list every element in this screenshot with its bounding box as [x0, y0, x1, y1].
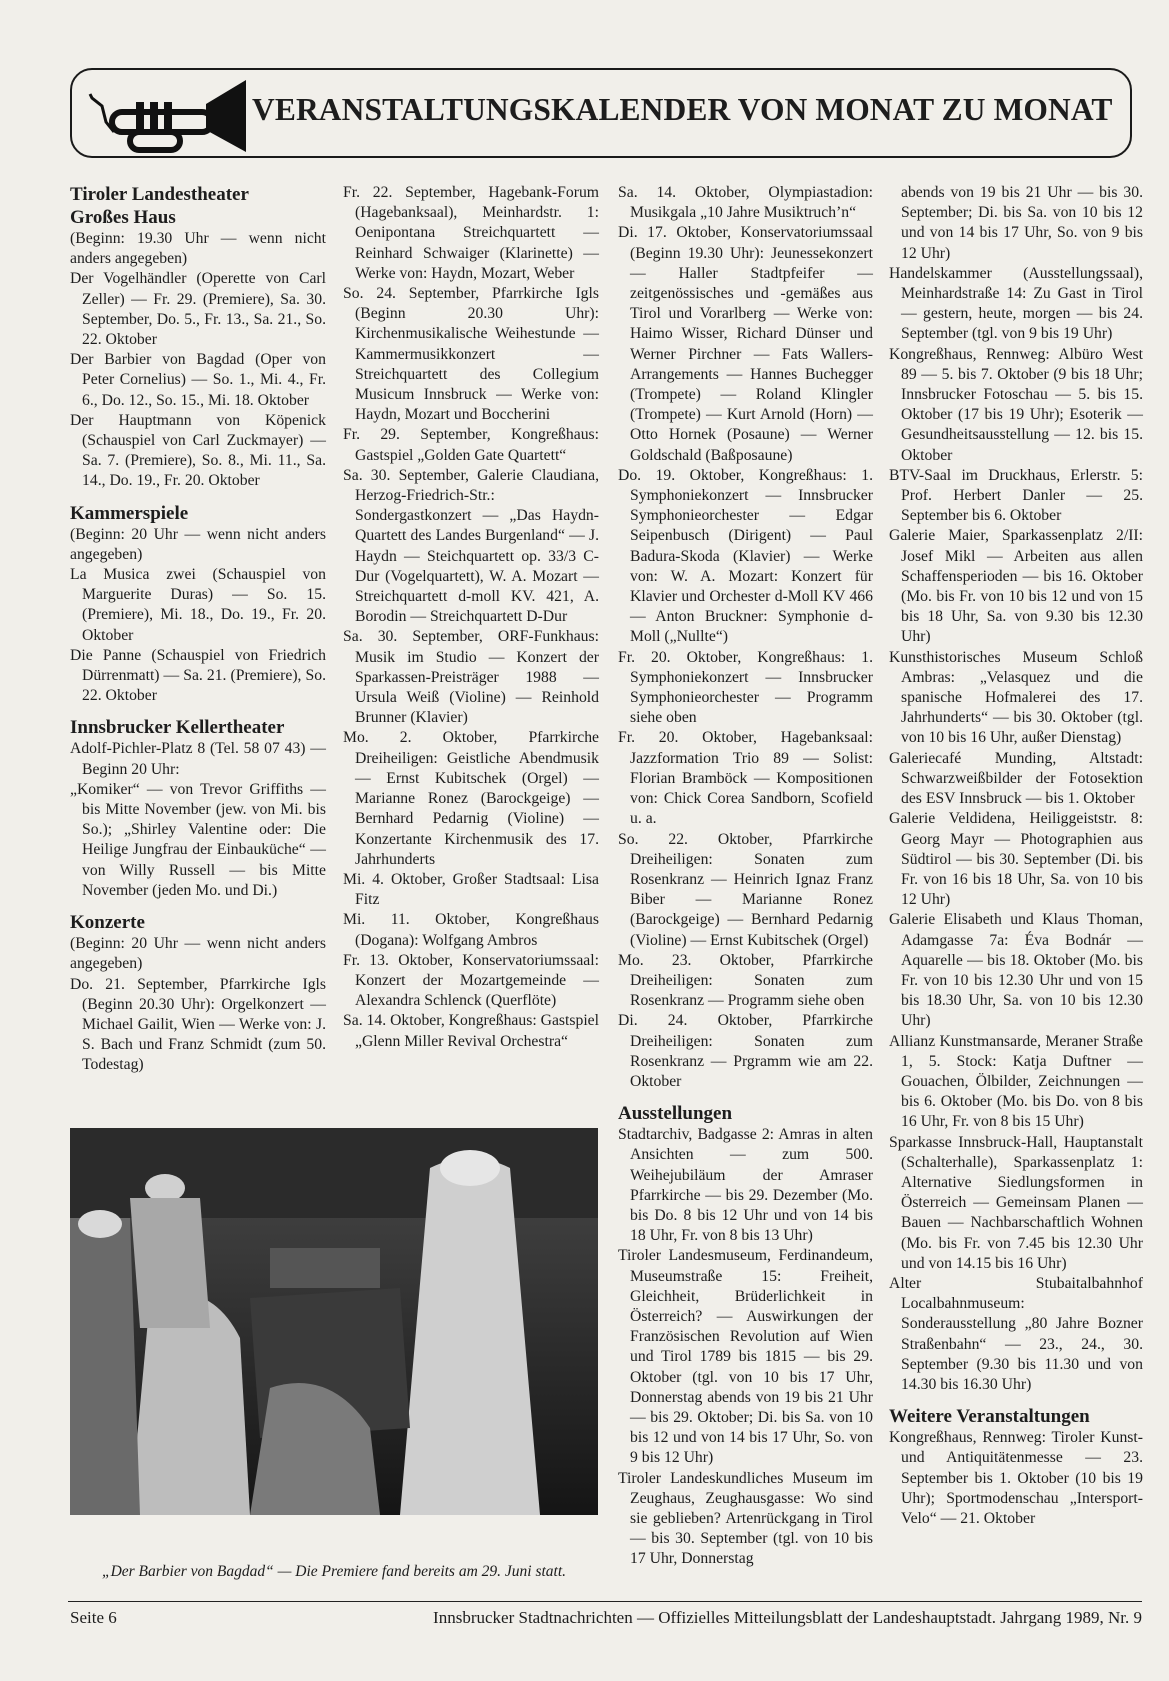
list-item: Mo. 2. Oktober, Pfarrkirche Dreiheiligen: Geistliche Abendmusik — Ernst Kubitschek (Orgel) — Marianne Ronez (Barockgeige) — Bernhard Pedarnig (Violine) — Konzertante Kirchenmusik des 17. Jahrhunderts	[343, 729, 599, 868]
list-item: Fr. 29. September, Kongreßhaus: Gastspiel „Golden Gate Quartett“	[343, 426, 599, 464]
list-item: Alter Stubaitalbahnhof Localbahnmuseum: Sonderausstellung „80 Jahre Bozner Straßenbahn“ — 23., 24., 30. September (9.30 bis 11.30 und von 14.30 bis 16.30 Uhr)	[889, 1274, 1143, 1393]
list-item: (Beginn: 20 Uhr — wenn nicht anders angegeben)	[70, 525, 326, 563]
list-item: „Komiker“ — von Trevor Griffiths — bis Mitte November (jew. von Mi. bis So.); „Shirley Valentine oder: Die Heilige Jungfrau der Einbauküche“ — von Willy Russell — bis Mitte November (jeden Mo. und Di.)	[70, 780, 326, 899]
list-item: Mo. 23. Oktober, Pfarrkirche Dreiheiligen: Sonaten zum Rosenkranz — Programm siehe oben	[618, 951, 873, 1010]
list-item: Galerie Elisabeth und Klaus Thoman, Adamgasse 7a: Éva Bodnár — Aquarelle — bis 18. Oktober (Mo. bis Fr. von 10 bis 12.30 Uhr und von 15 bis 18.30 Uhr, Sa. von 10 bis 12.30 Uhr)	[889, 911, 1143, 1030]
list-item: Fr. 20. Oktober, Kongreßhaus: 1. Symphoniekonzert — Innsbrucker Symphonieorchester — Programm siehe oben	[618, 648, 873, 727]
list-item: So. 22. Oktober, Pfarrkirche Dreiheiligen: Sonaten zum Rosenkranz — Heinrich Ignaz Franz Biber — Marianne Ronez (Barockgeige) — Bernhard Pedarnig (Violine) — Ernst Kubitschek (Orgel)	[618, 830, 873, 949]
list-item: Tiroler Landeskundliches Museum im Zeughaus, Zeughausgasse: Wo sind sie geblieben? Artenrückgang in Tirol — bis 30. September (tgl. von 10 bis 17 Uhr, Donnerstag	[618, 1469, 873, 1568]
publication-line: Innsbrucker Stadtnachrichten — Offizielles Mitteilungsblatt der Landeshauptstadt. Jahrgang 1989, Nr. 9	[433, 1608, 1142, 1627]
photo-caption: „Der Barbier von Bagdad“ — Die Premiere fand bereits am 29. Juni statt.	[101, 1563, 567, 1580]
list-item: Handelskammer (Ausstellungssaal), Meinhardstraße 14: Zu Gast in Tirol — gestern, heute, morgen — bis 24. September (tgl. von 9 bis 19 Uhr)	[889, 264, 1143, 343]
list-item: Sa. 14. Oktober, Olympiastadion: Musikgala „10 Jahre Musiktruch’n“	[618, 184, 873, 222]
list-item: Sa. 30. September, Galerie Claudiana, Herzog-Friedrich-Str.: Sondergastkonzert — „Das Haydn-Quartett des Landes Burgenland“ — J. Haydn — Steichquartett op. 33/3 C-Dur (Vogelquartett), W. A. Mozart — Streichquartett d-moll KV. 421, A. Borodin — Streichquartett D-Dur	[343, 466, 599, 626]
list-item: Fr. 22. September, Hagebank-Forum (Hagebanksaal), Meinhardstr. 1: Oenipontana Streichquartett — Reinhard Schwaiger (Klarinette) — Werke von: Haydn, Mozart, Weber	[343, 184, 599, 282]
page-title: VERANSTALTUNGSKALENDER VON MONAT ZU MONAT	[252, 92, 1113, 127]
list-item: Di. 17. Oktober, Konservatoriumssaal (Beginn 19.30 Uhr): Jeunessekonzert — Haller Stadtpfeifer — zeitgenössisches und -gemäßes aus Tirol und Vorarlberg — Werke von: Haimo Wisser, Richard Dünser und Werner Pirchner — Fats Wallers-Arrangements — Hannes Buchegger (Trompete) — Roland Klingler (Trompete) — Kurt Arnold (Horn) — Otto Hornek (Posaune) — Werner Goldschald (Baßposaune)	[618, 224, 873, 464]
section-heading-ausstellungen: Ausstellungen	[618, 1103, 733, 1125]
section-heading-konzerte: Konzerte	[70, 912, 145, 934]
list-item: Stadtarchiv, Badgasse 2: Amras in alten Ansichten — zum 500. Weihejubiläum der Amraser Pfarrkirche — bis 29. Dezember (Mo. bis Do. 8 bis 12 Uhr und von 14 bis 18 Uhr, Fr. von 8 bis 13 Uhr)	[618, 1126, 873, 1245]
list-item: Sa. 30. September, ORF-Funkhaus: Musik im Studio — Konzert der Sparkassen-Preisträger 1988 — Ursula Weiß (Violine) — Reinhold Brunner (Klavier)	[343, 628, 599, 727]
section-heading-kammerspiele: Kammerspiele	[70, 502, 189, 524]
list-item: Kunsthistorisches Museum Schloß Ambras: „Velasquez und die spanische Hofmalerei des 17. Jahrhunderts“ — bis 30. Oktober (tgl. von 10 bis 16 Uhr, außer Dienstag)	[889, 648, 1143, 747]
list-item: (Beginn: 20 Uhr — wenn nicht anders angegeben)	[70, 935, 326, 973]
column-3	[618, 183, 873, 1570]
section-heading-landestheater: Tiroler Landestheater	[70, 184, 249, 205]
footer-divider	[68, 1601, 1142, 1602]
list-item: (Beginn: 19.30 Uhr — wenn nicht anders angegeben)	[70, 230, 326, 268]
section-heading-kellertheater: Innsbrucker Kellertheater	[70, 717, 285, 739]
list-item: Kongreßhaus, Rennweg: Albüro West 89 — 5. bis 7. Oktober (9 bis 18 Uhr; Innsbrucker Fotoschau — 5. bis 15. Oktober (17 bis 19 Uhr); Esoterik — Gesundheitsausstellung — 12. bis 15. Oktober	[889, 345, 1143, 464]
list-item: Mi. 4. Oktober, Großer Stadtsaal: Lisa Fitz	[343, 870, 599, 909]
list-item: La Musica zwei (Schauspiel von Marguerite Duras) — So. 15. (Premiere), Mi. 18., Do. 19., Fr. 20. Oktober	[70, 566, 326, 644]
list-item: Der Barbier von Bagdad (Oper von Peter Cornelius) — So. 1., Mi. 4., Fr. 6., Do. 12., So. 15., Mi. 18. Oktober	[70, 351, 326, 409]
list-item: Der Hauptmann von Köpenick (Schauspiel von Carl Zuckmayer) — Sa. 7. (Premiere), So. 8., Mi. 11., Sa. 14., Do. 19., Fr. 20. Oktober	[70, 411, 326, 490]
section-heading-weitere: Weitere Veranstaltungen	[889, 1406, 1090, 1428]
list-item: Di. 24. Oktober, Pfarrkirche Dreiheiligen: Sonaten zum Rosenkranz — Prgramm wie am 22. Oktober	[618, 1012, 873, 1090]
list-item: Der Vogelhändler (Operette von Carl Zeller) — Fr. 29. (Premiere), Sa. 30. September, Do. 5., Fr. 13., Sa. 21., So. 22. Oktober	[70, 270, 326, 349]
list-item: Galerie Maier, Sparkassenplatz 2/II: Josef Mikl — Arbeiten aus allen Schaffensperioden — bis 16. Oktober (Mo. bis Fr. von 10 bis 12 und von 15 bis 18 Uhr, Sa. von 9.30 bis 12.30 Uhr)	[889, 527, 1143, 646]
list-item: Sa. 14. Oktober, Kongreßhaus: Gastspiel „Glenn Miller Revival Orchestra“	[343, 1012, 599, 1050]
list-item: Galerie Veldidena, Heiliggeiststr. 8: Georg Mayr — Photographien aus Südtirol — bis 30. September (Di. bis Fr. von 16 bis 18 Uhr, Sa. von 10 bis 12 Uhr)	[889, 810, 1143, 909]
column-4	[889, 183, 1143, 1529]
list-item: BTV-Saal im Druckhaus, Erlerstr. 5: Prof. Herbert Danler — 25. September bis 6. Oktober	[889, 466, 1143, 525]
list-item: Kongreßhaus, Rennweg: Tiroler Kunst- und Antiquitätenmesse — 23. September bis 1. Oktober (10 bis 19 Uhr); Sportmodenschau „Intersport-Velo“ — 21. Oktober	[889, 1429, 1143, 1527]
list-item: Do. 21. September, Pfarrkirche Igls (Beginn 20.30 Uhr): Orgelkonzert — Michael Gailit, Wien — Werke von: J. S. Bach und Franz Schmidt (zum 50. Todestag)	[70, 975, 326, 1074]
list-item: Galeriecafé Munding, Altstadt: Schwarzweißbilder der Fotosektion des ESV Innsbruck — bis 1. Oktober	[889, 749, 1143, 808]
list-item: Fr. 20. Oktober, Hagebanksaal: Jazzformation Trio 89 — Solist: Florian Bramböck — Kompositionen von: Chick Corea Sandborn, Scofield u. a.	[618, 729, 873, 828]
list-item: Sparkasse Innsbruck-Hall, Hauptanstalt (Schalterhalle), Sparkassenplatz 1: Alternative Siedlungsformen in Österreich — Gemeinsam Planen — Bauen — Nachbarschaftlich Wohnen (Mo. bis Fr. von 7.45 bis 12.30 Uhr und von 14.15 bis 16 Uhr)	[889, 1133, 1143, 1272]
column-1	[70, 183, 326, 1076]
list-item-continued: abends von 19 bis 21 Uhr — bis 30. September; Di. bis Sa. von 10 bis 12 und von 14 bis 17 Uhr, So. von 9 bis 12 Uhr)	[901, 184, 1143, 262]
list-item: Fr. 13. Oktober, Konservatoriumssaal: Konzert der Mozartgemeinde — Alexandra Schlenck (Querflöte)	[343, 951, 599, 1010]
page-number: Seite 6	[70, 1608, 117, 1627]
list-item: Do. 19. Oktober, Kongreßhaus: 1. Symphoniekonzert — Innsbrucker Symphonieorchester — Edgar Seipenbusch (Dirigent) — Paul Badura-Skoda (Klavier) — Werke von: W. A. Mozart: Konzert für Klavier und Orchester d-Moll KV 466 — Anton Bruckner: Symphonie d-Moll („Nullte“)	[618, 466, 873, 646]
column-2	[343, 183, 599, 1052]
section-subheading-grosses-haus: Großes Haus	[70, 207, 176, 228]
list-item: Mi. 11. Oktober, Kongreßhaus (Dogana): Wolfgang Ambros	[343, 911, 599, 949]
list-item: Die Panne (Schauspiel von Friedrich Dürrenmatt) — Sa. 21. (Premiere), So. 22. Oktober	[70, 646, 326, 705]
trumpet-icon	[86, 74, 254, 156]
stage-photo	[70, 1128, 598, 1515]
list-item: Adolf-Pichler-Platz 8 (Tel. 58 07 43) — Beginn 20 Uhr:	[70, 740, 326, 778]
list-item: Tiroler Landesmuseum, Ferdinandeum, Museumstraße 15: Freiheit, Gleichheit, Brüderlichkeit in Österreich? — Auswirkungen der Französischen Revolution auf Wien und Tirol 1789 bis 1815 — bis 29. Oktober (tgl. von 10 bis 17 Uhr, Donnerstag abends von 19 bis 21 Uhr — bis 29. Oktober; Di. bis Sa. von 10 bis 12 und von 14 bis 17 Uhr, So. von 9 bis 12 Uhr)	[618, 1247, 873, 1467]
calendar-header	[70, 68, 1132, 158]
list-item: So. 24. September, Pfarrkirche Igls (Beginn 20.30 Uhr): Kirchenmusikalische Weihestunde — Kammermusikkonzert — Streichquartett des Collegium Musicum Innsbruck — Werke von: Haydn, Mozart und Boccherini	[343, 285, 599, 424]
list-item: Allianz Kunstmansarde, Meraner Straße 1, 5. Stock: Katja Duftner — Gouachen, Ölbilder, Zeichnungen — bis 6. Oktober (Mo. bis Do. von 8 bis 16 Uhr, Fr. von 8 bis 15 Uhr)	[889, 1032, 1143, 1131]
